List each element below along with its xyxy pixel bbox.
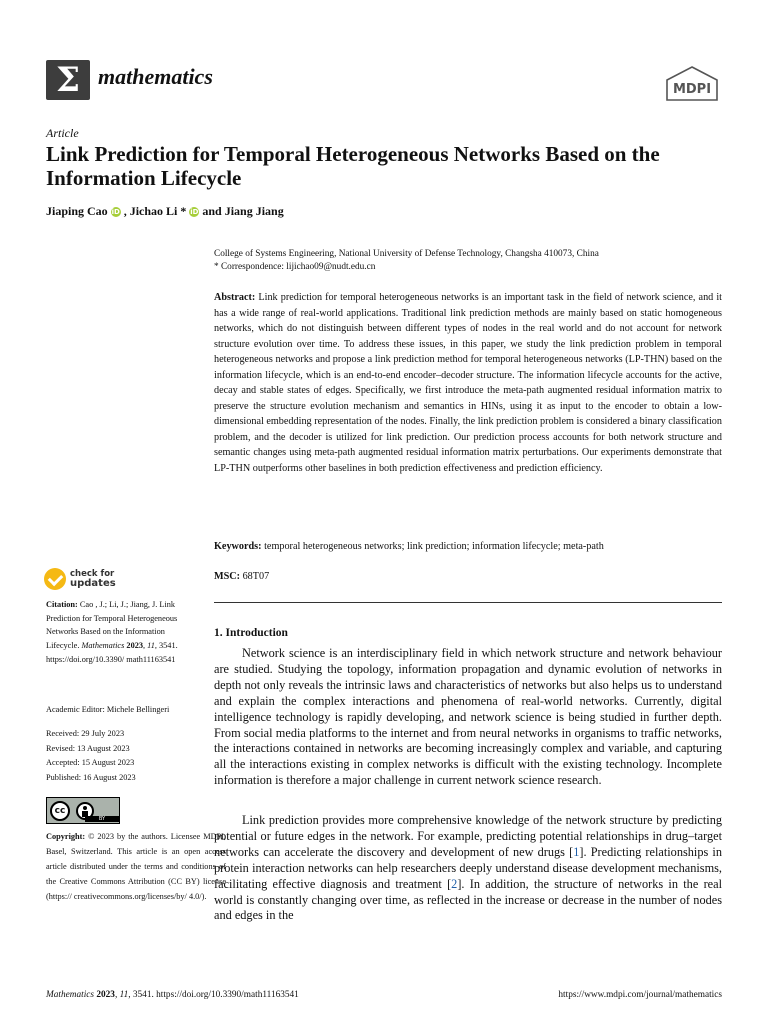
citation-year: 2023: [126, 641, 144, 651]
cc-by-license-badge[interactable]: [46, 797, 120, 824]
abstract-label: Abstract:: [214, 292, 256, 303]
mdpi-logo: [664, 66, 720, 102]
academic-editor: Academic Editor: Michele Bellingeri: [46, 705, 170, 714]
copyright-block: [46, 829, 226, 904]
section-divider: [214, 602, 722, 603]
author-separator: ,: [123, 204, 127, 218]
date-revised: Revised: 13 August 2023: [46, 743, 130, 753]
body-paragraph: Network science is an interdisciplinary field in which network structure and network behaviour are studied. Studying the topology, information propagation and dynamic evolution of networks in depth not only reveals the intrinsic laws and characteristics of networks but also helps us to understand and explain the complex interactions and phenomena of real-world networks. Currently, digital intelligence technology is rapidly developing, and network science is being studied in further depth. From social media platforms to the internet and from neural networks in organisms to traffic networks, the interactions contained in networks are becoming increasingly complex and variable, and capturing all the interactions existing in complex networks is difficult with the existing technology. Incomplete information is therefore a major challenge in current network science research.: [214, 646, 722, 788]
citation-text: Cao , J.; Li, J.; Jiang, J. Link Prediction for Temporal Heterogeneous Networks Based on the Information Lifecycle.: [46, 600, 178, 651]
author-separator: and: [202, 204, 222, 218]
citation-journal: Mathematics: [81, 641, 125, 651]
footer-journal-url[interactable]: https://www.mdpi.com/journal/mathematics: [558, 990, 722, 1000]
author-name[interactable]: Jiaping Cao: [46, 204, 108, 218]
citation-link[interactable]: 1: [573, 844, 580, 859]
abstract: [214, 290, 722, 476]
affiliation: College of Systems Engineering, National University of Defense Technology, Changsha 410073, China: [214, 249, 599, 259]
keywords-label: Keywords:: [214, 541, 262, 552]
footer-journal: Mathematics: [46, 990, 95, 1000]
check-icon: [44, 568, 66, 590]
citation-volume: 11: [147, 641, 155, 651]
msc-label: MSC:: [214, 571, 241, 582]
citation-block: Citation: Cao , J.; Li, J.; Jiang, J. Link Prediction for Temporal Heterogeneous Networks Based on the Information Lifecycle. Mathematics 2023, 11, 3541. https://doi.org/10.3390/ math11163541: [46, 600, 178, 664]
citation-link[interactable]: 2: [451, 876, 458, 891]
paragraph-text: Link prediction provides more comprehensive knowledge of the network structure by predicting potential or future edges in the network. For example, predicting potential relationships in drug–target networks can accelerate the discovery and development of new drugs [: [214, 813, 722, 859]
paragraph-text: ]. Predicting relationships in protein interaction networks can help researchers deeply understand disease development mechanisms, facilitating effective diagnosis and treatment [: [214, 844, 722, 891]
sigma-icon: Σ: [55, 60, 81, 100]
citation-label: Citation:: [46, 600, 78, 609]
journal-name: mathematics: [98, 64, 213, 89]
journal-logo: [46, 60, 90, 100]
date-received: Received: 29 July 2023: [46, 729, 125, 738]
keywords-text: temporal heterogeneous networks; link prediction; information lifecycle; meta-path: [264, 541, 604, 552]
copyright-label: Copyright:: [46, 832, 86, 841]
check-updates-line: updates: [70, 578, 116, 589]
publication-dates: [46, 727, 136, 785]
paragraph-text: ]. In addition, the structure of networks in the real world is constantly changing over time, as reflected in the increase or decrease in the number of nodes and edges in the: [214, 876, 722, 923]
check-for-updates-button[interactable]: [44, 568, 116, 590]
author-name[interactable]: Jiang Jiang: [224, 204, 284, 218]
article-type: Article: [46, 126, 79, 140]
date-accepted: Accepted: 15 August 2023: [46, 758, 135, 767]
footer-year: 2023: [96, 990, 115, 1000]
author-name[interactable]: Jichao Li *: [129, 204, 187, 218]
footer-citation: Mathematics 2023, 11, 3541. https://doi.org/10.3390/math11163541: [46, 990, 299, 1000]
date-published: Published: 16 August 2023: [46, 772, 136, 782]
msc: [214, 571, 269, 582]
orcid-icon[interactable]: iD: [111, 207, 120, 216]
check-updates-line: check for: [70, 569, 115, 579]
article-title: Link Prediction for Temporal Heterogeneous Networks Based on the Information Lifecycle: [46, 142, 660, 190]
citation-doi[interactable]: , 3541. https://doi.org/10.3390/ math11163541: [46, 641, 178, 664]
orcid-icon[interactable]: iD: [190, 207, 199, 216]
msc-text: 68T07: [242, 571, 270, 582]
affiliation-block: [214, 248, 599, 274]
cc-icon: cc: [50, 801, 70, 821]
body-paragraph: [214, 813, 722, 924]
correspondence: * Correspondence: lijichao09@nudt.edu.cn: [214, 262, 376, 272]
footer-doi[interactable]: , 3541. https://doi.org/10.3390/math11163541: [128, 990, 299, 1000]
copyright-text: © 2023 by the authors. Licensee MDPI, Basel, Switzerland. This article is an open access article distributed under the terms and conditions of the Creative Commons Attribution (CC BY) license (https:// creativecommons.org/licenses/by/ 4.0/).: [46, 832, 227, 901]
abstract-text: Link prediction for temporal heterogeneous networks is an important task in the field of network science, and it has a wide range of real-world applications. Traditional link prediction methods are mainly based on static homogeneous networks, which do not distinguish between different types of nodes in the real world and do not account for network structure evolution over time. To address these issues, in this paper, we study the link prediction problem in temporal heterogeneous networks and propose a link prediction method for temporal heterogeneous networks (LP-THN) based on the information lifecycle, which is an end-to-end encoder–decoder structure. The information lifecycle accounts for the active, decay and stable states of edges. Specifically, we first introduce the meta-path augmented residual information matrix to preserve the structure evolution mechanism and semantics in HINs, using it as input to the encoder to obtain a low-dimensional embedding representation of the nodes. Finally, the link prediction problem is considered a binary classification problem, and the decoder is utilized for link prediction. Our prediction process accounts for both network structure and semantic changes using meta-path augmented residual information matrix perturbations. Our experiments demonstrate that LP-THN outperforms other baselines in both prediction effectiveness and prediction efficiency.: [214, 292, 723, 474]
footer-volume: 11: [119, 990, 129, 1000]
author-list: [46, 204, 284, 219]
section-heading: 1. Introduction: [214, 627, 288, 639]
keywords: [214, 541, 604, 552]
cc-by-label: BY: [85, 816, 119, 822]
publisher-name: MDPI: [672, 82, 712, 97]
